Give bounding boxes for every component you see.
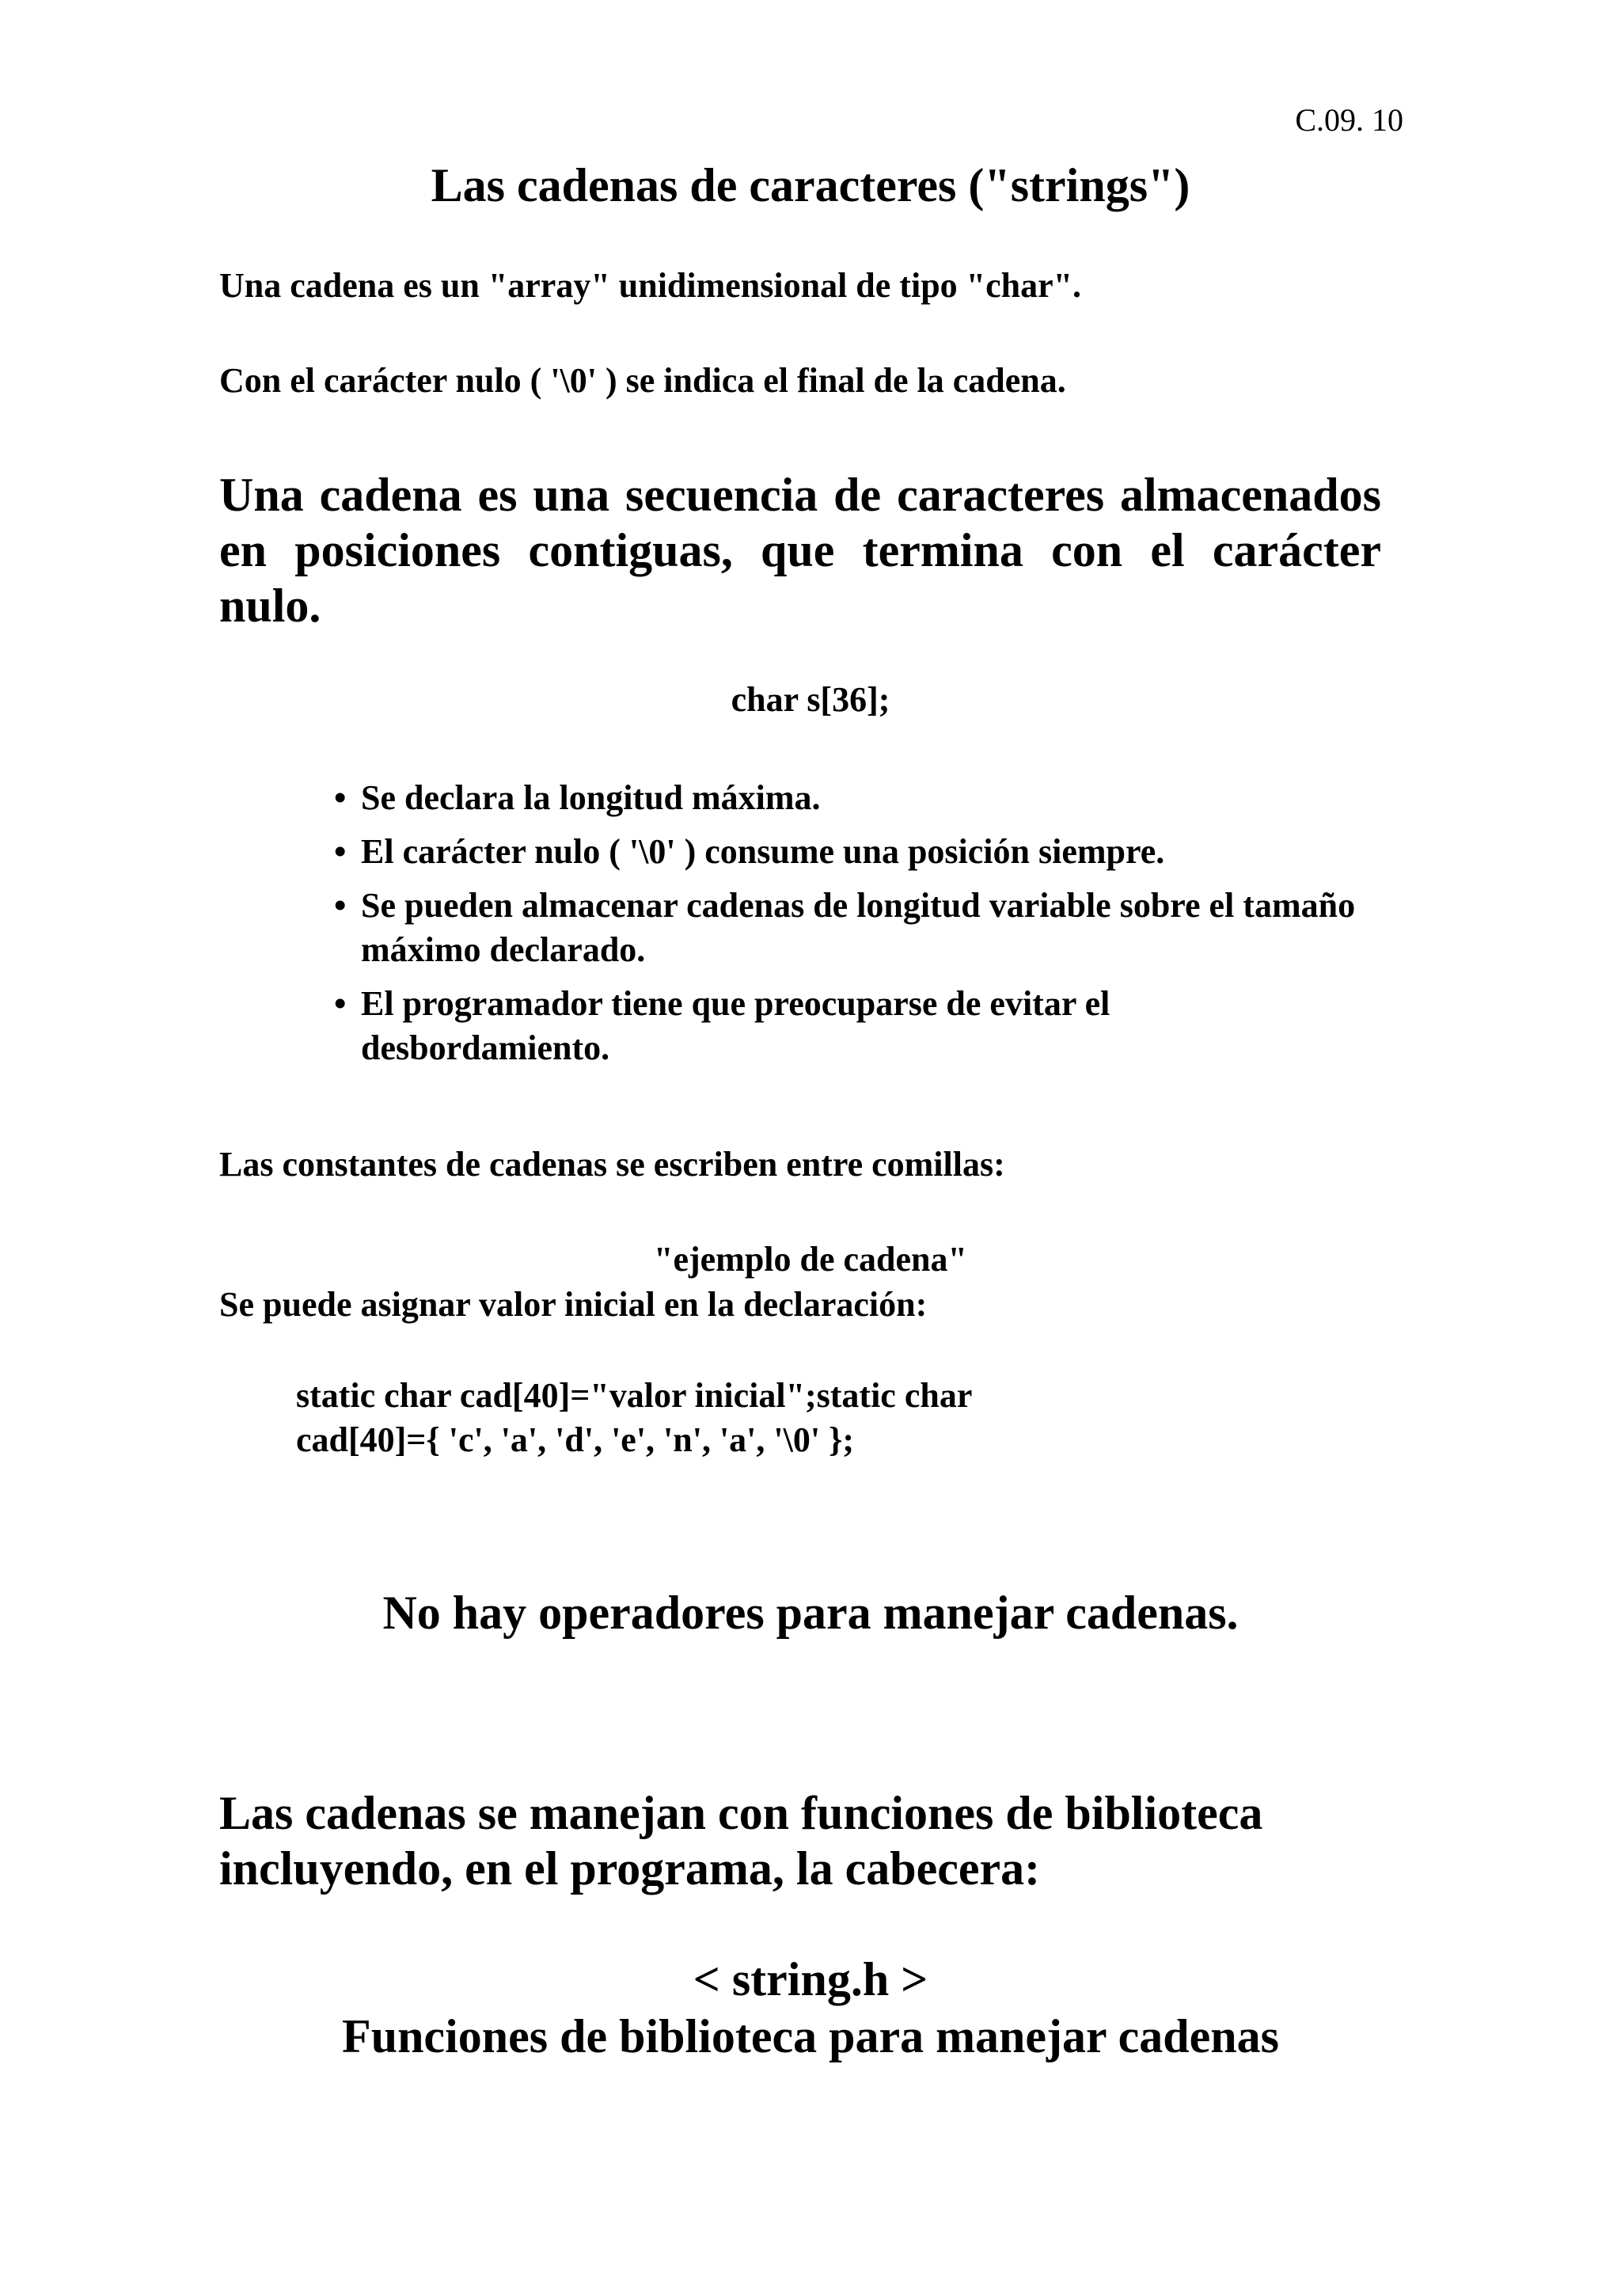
bullet-icon: • [334,832,347,871]
code-line: cad[40]={ 'c', 'a', 'd', 'e', 'n', 'a', '\0' }; [296,1420,855,1459]
declaration-example: char s[36]; [731,680,890,719]
code-line: static char cad[40]="valor inicial";static char [296,1376,973,1415]
constants-paragraph: Las constantes de cadenas se escriben entre comillas: [219,1145,1005,1184]
list-item [334,830,1363,874]
no-operators-heading: No hay operadores para manejar cadenas. [382,1587,1239,1639]
intro-paragraph-array: Una cadena es un "array" unidimensional de tipo "char". [219,266,1082,305]
library-paragraph: Las cadenas se manejan con funciones de biblioteca incluyendo, en el programa, la cabecera: [219,1787,1263,1895]
header-file-name: < string.h > [693,1953,928,2005]
list-item-text: El programador tiene que preocuparse de evitar el desbordamiento. [361,984,1110,1067]
list-item [334,982,1363,1070]
library-functions-heading: Funciones de biblioteca para manejar cadenas [342,2010,1279,2062]
list-item-text: Se pueden almacenar cadenas de longitud variable sobre el tamaño máximo declarado. [361,886,1356,969]
list-item-text: Se declara la longitud máxima. [361,778,821,817]
definition-paragraph: Una cadena es una secuencia de caracteres almacenados en posiciones contiguas, que termina con el carácter nulo. [219,469,1381,632]
properties-list [334,776,1363,1080]
list-item [334,776,1363,820]
list-item [334,884,1363,972]
bullet-icon: • [334,984,347,1023]
code-example [296,1374,972,1462]
page-title: Las cadenas de caracteres ("strings") [431,159,1190,211]
intro-paragraph-null-char: Con el carácter nulo ( '\0' ) se indica el final de la cadena. [219,361,1066,400]
initial-value-paragraph: Se puede asignar valor inicial en la declaración: [219,1285,928,1324]
bullet-icon: • [334,778,347,817]
bullet-icon: • [334,886,347,925]
list-item-text: El carácter nulo ( '\0' ) consume una posición siempre. [361,832,1165,871]
page-number: C.09. 10 [1295,102,1403,138]
constant-example: "ejemplo de cadena" [654,1240,967,1279]
